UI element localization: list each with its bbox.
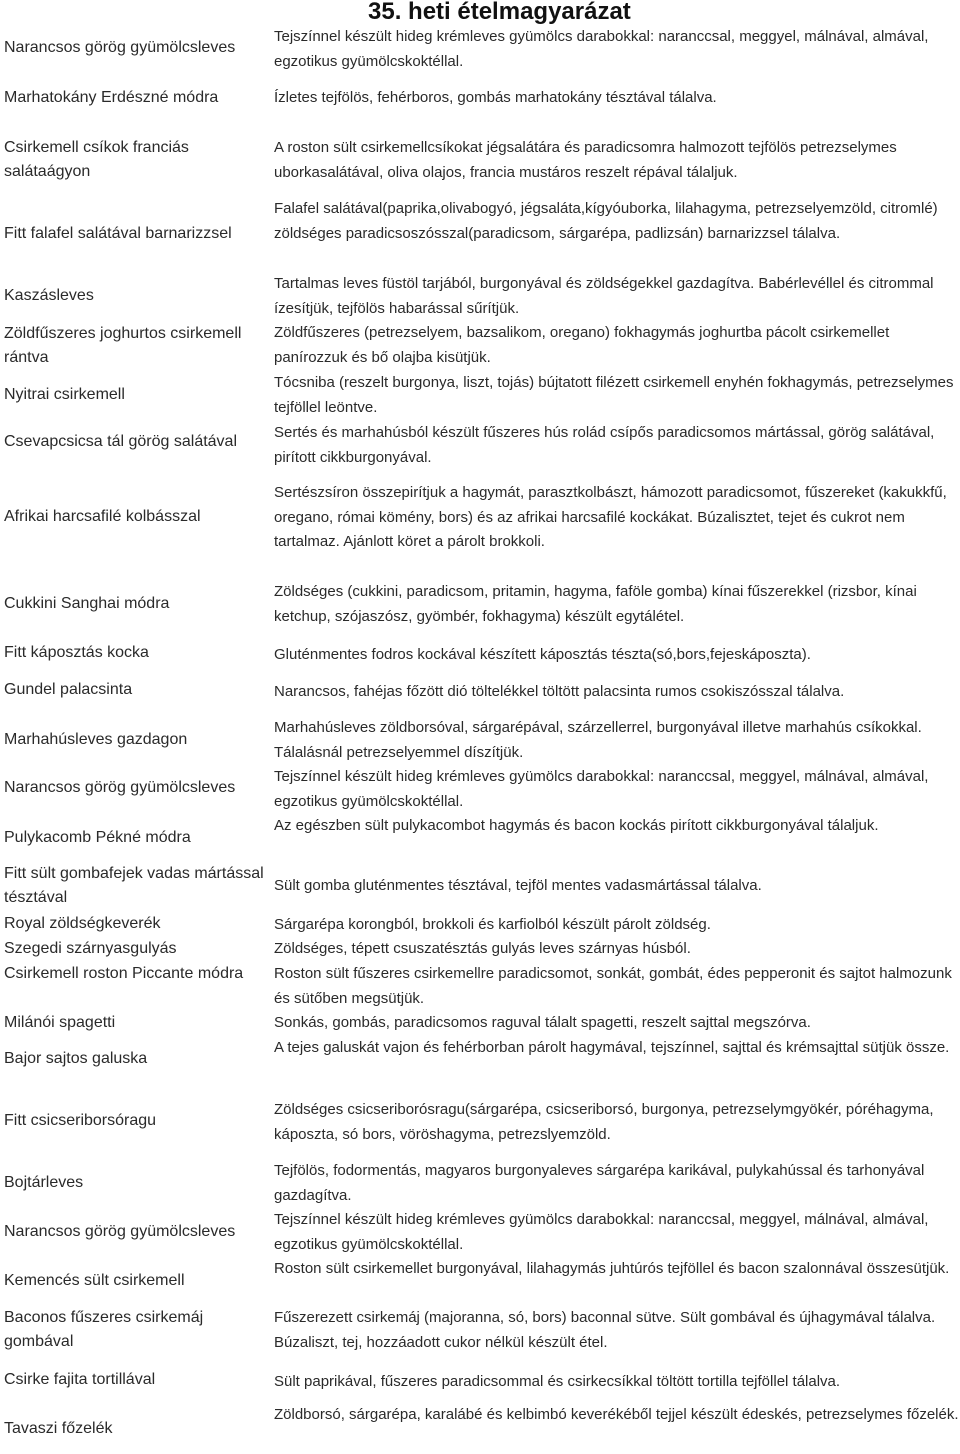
dish-name: Royal zöldségkeverék — [4, 915, 161, 932]
dish-description: Az egészben sült pulykacombot hagymás és bacon kockás pirított cikkburgonyával tálaljuk. — [274, 817, 879, 834]
dish-name: Bojtárleves — [4, 1174, 84, 1191]
dish-description: A tejes galuskát vajon és fehérborban párolt hagymával, tejszínnel, sajttal és krémsajttal sütjük össze. — [274, 1039, 950, 1056]
dish-name: Fitt sült gombafejek vadas mártással tésztával — [4, 865, 264, 906]
dish-description: Tartalmas leves füstöl tarjából, burgonyával és zöldségekkel gazdagítva. Babérlevéllel és citrommal ízesítjük, tejfölös habarással sűrítjük. — [274, 275, 934, 317]
dish-description: Falafel salátával(paprika,olivabogyó, jégsaláta,kígyóuborka, lilahagyma, petrezselyemzöld, citromlé) zöldséges paradicsoszósszal(paradicsom, sárgarépa, padlizsán) barnarizzsel tálalva. — [274, 200, 938, 242]
dish-description: Narancsos, fahéjas főzött dió töltelékkel töltött palacsinta rumos csokiszósszal tálalva. — [274, 683, 845, 700]
dish-name: Csevapcsicsa tál görög salátával — [4, 433, 238, 450]
dish-description: Tócsniba (reszelt burgonya, liszt, tojás) bújtatott filézett csirkemell enyhén fokhagymás, petrezselymes tejföllel leöntve. — [274, 374, 954, 416]
dish-description: Tejszínnel készült hideg krémleves gyümölcs darabokkal: naranccsal, meggyel, málnával, almával, egzotikus gyümölcskoktéllal. — [274, 1211, 929, 1253]
dish-name: Kaszásleves — [4, 287, 94, 304]
dish-name: Csirkemell roston Piccante módra — [4, 965, 244, 982]
page-title: 35. heti ételmagyarázat — [368, 0, 631, 25]
dish-name: Szegedi szárnyasgulyás — [4, 940, 177, 957]
dish-description: Sárgarépa korongból, brokkoli és karfiolból készült párolt zöldség. — [274, 916, 711, 933]
dish-description: Gluténmentes fodros kockával készített káposztás tészta(só,bors,fejeskáposzta). — [274, 646, 811, 663]
dish-name: Nyitrai csirkemell — [4, 386, 125, 403]
dish-name: Milánói spagetti — [4, 1014, 116, 1031]
dish-description: Sült paprikával, fűszeres paradicsommal és csirkecsíkkal töltött tortilla tejföllel tálalva. — [274, 1373, 841, 1390]
dish-name: Cukkini Sanghai módra — [4, 595, 170, 612]
dish-name: Csirkemell csíkok franciás salátaágyon — [4, 139, 189, 180]
dish-name: Narancsos görög gyümölcsleves — [4, 779, 236, 796]
dish-name: Bajor sajtos galuska — [4, 1050, 148, 1067]
dish-description: Zöldborsó, sárgarépa, karalábé és kelbimbó keverékéből tejjel készült édeskés, petrezselymes főzelék. — [274, 1406, 959, 1423]
dish-name: Fitt falafel salátával barnarizzsel — [4, 225, 232, 242]
dish-description: Sertés és marhahúsból készült fűszeres hús rolád csípős paradicsomos mártással, görög salátával, pirított cikkburgonyával. — [274, 424, 935, 466]
dish-description: Zöldséges csicseriborósragu(sárgarépa, csicseriborsó, burgonya, petrezselymgyökér, póréhagyma, káposzta, só bors, vöröshagyma, petrezslyemzöld. — [274, 1101, 934, 1143]
dish-name: Marhatokány Erdészné módra — [4, 89, 219, 106]
dish-description: Tejszínnel készült hideg krémleves gyümölcs darabokkal: naranccsal, meggyel, málnával, almával, egzotikus gyümölcskoktéllal. — [274, 768, 929, 810]
dish-name: Baconos fűszeres csirkemáj gombával — [4, 1309, 204, 1350]
dish-description: Fűszerezett csirkemáj (majoranna, só, bors) baconnal sütve. Sült gombával és újhagymával tálalva. Búzaliszt, tej, hozzáadott cukor nélkül készült étel. — [274, 1309, 936, 1351]
dish-name: Narancsos görög gyümölcsleves — [4, 39, 236, 56]
dish-description: Zöldséges, tépett csuszatésztás gulyás leves szárnyas húsból. — [274, 940, 691, 957]
dish-name: Tavaszi főzelék — [4, 1420, 113, 1437]
dish-description: Sertészsíron összepirítjuk a hagymát, parasztkolbászt, hámozott paradicsomot, fűszereket (kakukkfű, oregano, római kömény, bors) és az afrikai harcsafilé kockákat. Búzalisztet, tejet és cukrot nem tartalmaz. Ajánlott köret a párolt brokkoli. — [274, 484, 947, 551]
dish-description: Roston sült fűszeres csirkemellre paradicsomot, sonkát, gombát, édes pepperonit és sajtot halmozunk és sütőben megsütjük. — [274, 965, 952, 1007]
dish-description: Zöldfűszeres (petrezselyem, bazsalikom, oregano) fokhagymás joghurtba pácolt csirkemellet panírozzuk és bő olajba kisütjük. — [274, 324, 890, 366]
dish-description: Tejfölös, fodormentás, magyaros burgonyaleves sárgarépa karikával, pulykahússal és tarhonyával gazdagítva. — [274, 1162, 925, 1204]
dish-name: Fitt káposztás kocka — [4, 644, 149, 661]
dish-name: Narancsos görög gyümölcsleves — [4, 1223, 236, 1240]
dish-name: Kemencés sült csirkemell — [4, 1272, 185, 1289]
dish-description: Tejszínnel készült hideg krémleves gyümölcs darabokkal: naranccsal, meggyel, málnával, almával, egzotikus gyümölcskoktéllal. — [274, 28, 929, 70]
dish-description: Ízletes tejfölös, fehérboros, gombás marhatokány tésztával tálalva. — [274, 89, 717, 106]
dish-description: A roston sült csirkemellcsíkokat jégsalátára és paradicsomra halmozott tejfölös petrezselymes uborkasalátával, oliva olajos, francia mustáros reszelt répával tálaljuk. — [274, 139, 897, 181]
dish-name: Zöldfűszeres joghurtos csirkemell rántva — [4, 325, 242, 366]
dish-name: Csirke fajita tortillával — [4, 1371, 156, 1388]
dish-name: Pulykacomb Pékné módra — [4, 829, 191, 846]
dish-description: Zöldséges (cukkini, paradicsom, pritamin, hagyma, faföle gomba) kínai fűszerekkel (rizsbor, kínai ketchup, szójaszósz, gyömbér, fokhagyma) készült egytálétel. — [274, 583, 917, 625]
dish-description: Roston sült csirkemellet burgonyával, lilahagymás juhtúrós tejföllel és bacon szalonnával összesütjük. — [274, 1260, 950, 1277]
dish-name: Marhahúsleves gazdagon — [4, 731, 188, 748]
dish-name: Afrikai harcsafilé kolbásszal — [4, 508, 201, 525]
dish-description: Sült gomba gluténmentes tésztával, tejföl mentes vadasmártással tálalva. — [274, 877, 762, 894]
dish-name: Gundel palacsinta — [4, 681, 133, 698]
dish-description: Marhahúsleves zöldborsóval, sárgarépával, szárzellerrel, burgonyával illetve marhahús csíkokkal. Tálalásnál petrezselyemmel díszítjük. — [274, 719, 922, 761]
dish-name: Fitt csicseriborsóragu — [4, 1112, 157, 1129]
dish-description: Sonkás, gombás, paradicsomos raguval tálalt spagetti, reszelt sajttal megszórva. — [274, 1014, 811, 1031]
